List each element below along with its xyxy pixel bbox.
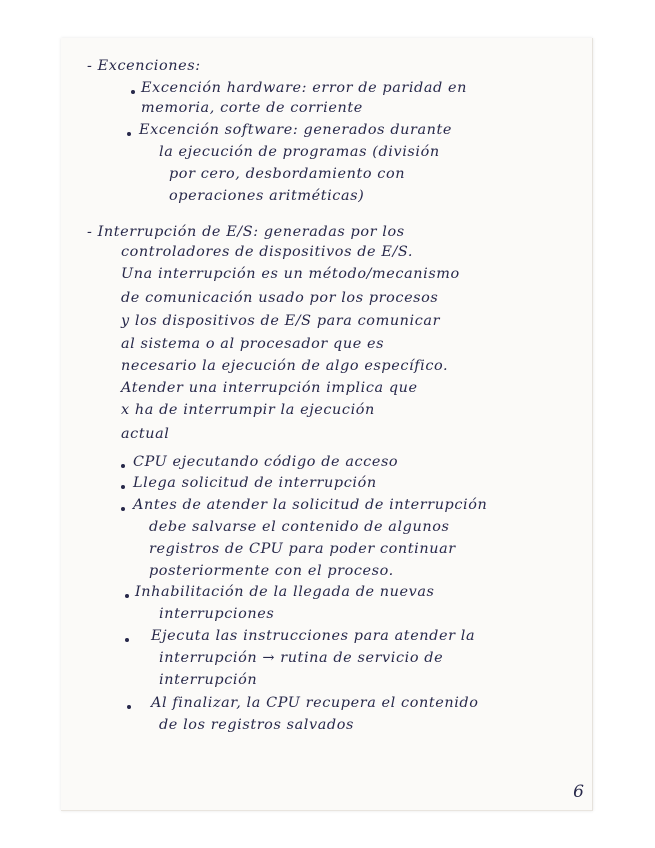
notebook-page <box>61 38 593 811</box>
note-line: de los registros salvados <box>159 717 354 733</box>
note-line: controladores de dispositivos de E/S. <box>121 244 414 260</box>
bullet <box>121 507 125 511</box>
note-line: Atender una interrupción implica que <box>121 380 418 396</box>
note-line: Una interrupción es un método/mecanismo <box>121 266 460 282</box>
note-line: al sistema o al procesador que es <box>121 336 385 352</box>
bullet <box>121 485 125 489</box>
page-number: 6 <box>573 782 584 802</box>
note-line: necesario la ejecución de algo específico. <box>121 358 449 374</box>
note-line: por cero, desbordamiento con <box>169 166 406 182</box>
note-line: x ha de interrumpir la ejecución <box>121 402 375 418</box>
note-line: Excención software: generados durante <box>139 122 453 138</box>
note-line: Ejecuta las instrucciones para atender la <box>151 628 476 644</box>
note-line: registros de CPU para poder continuar <box>149 541 456 557</box>
note-line: - Interrupción de E/S: generadas por los <box>87 224 405 240</box>
note-line: Al finalizar, la CPU recupera el contenido <box>151 695 479 711</box>
note-line: operaciones aritméticas) <box>169 188 365 204</box>
bullet <box>127 132 131 136</box>
note-line: interrupción → rutina de servicio de <box>159 650 444 666</box>
note-line: Excención hardware: error de paridad en <box>141 80 468 96</box>
bullet <box>127 705 131 709</box>
note-line: - Excenciones: <box>87 58 201 74</box>
note-line: de comunicación usado por los procesos <box>121 290 439 306</box>
note-line: Inhabilitación de la llegada de nuevas <box>135 584 435 600</box>
note-line: posteriormente con el proceso. <box>149 563 394 579</box>
note-line: CPU ejecutando código de acceso <box>133 454 399 470</box>
bullet <box>125 638 129 642</box>
note-line: memoria, corte de corriente <box>141 100 363 116</box>
note-line: Llega solicitud de interrupción <box>133 475 377 491</box>
note-line: interrupciones <box>159 606 275 622</box>
bullet <box>125 594 129 598</box>
note-line: debe salvarse el contenido de algunos <box>149 519 450 535</box>
note-line: actual <box>121 426 170 442</box>
note-line: y los dispositivos de E/S para comunicar <box>121 313 441 329</box>
note-line: la ejecución de programas (división <box>159 144 440 160</box>
note-line: interrupción <box>159 672 258 688</box>
note-line: Antes de atender la solicitud de interrupción <box>133 497 488 513</box>
bullet <box>131 90 135 94</box>
bullet <box>121 464 125 468</box>
